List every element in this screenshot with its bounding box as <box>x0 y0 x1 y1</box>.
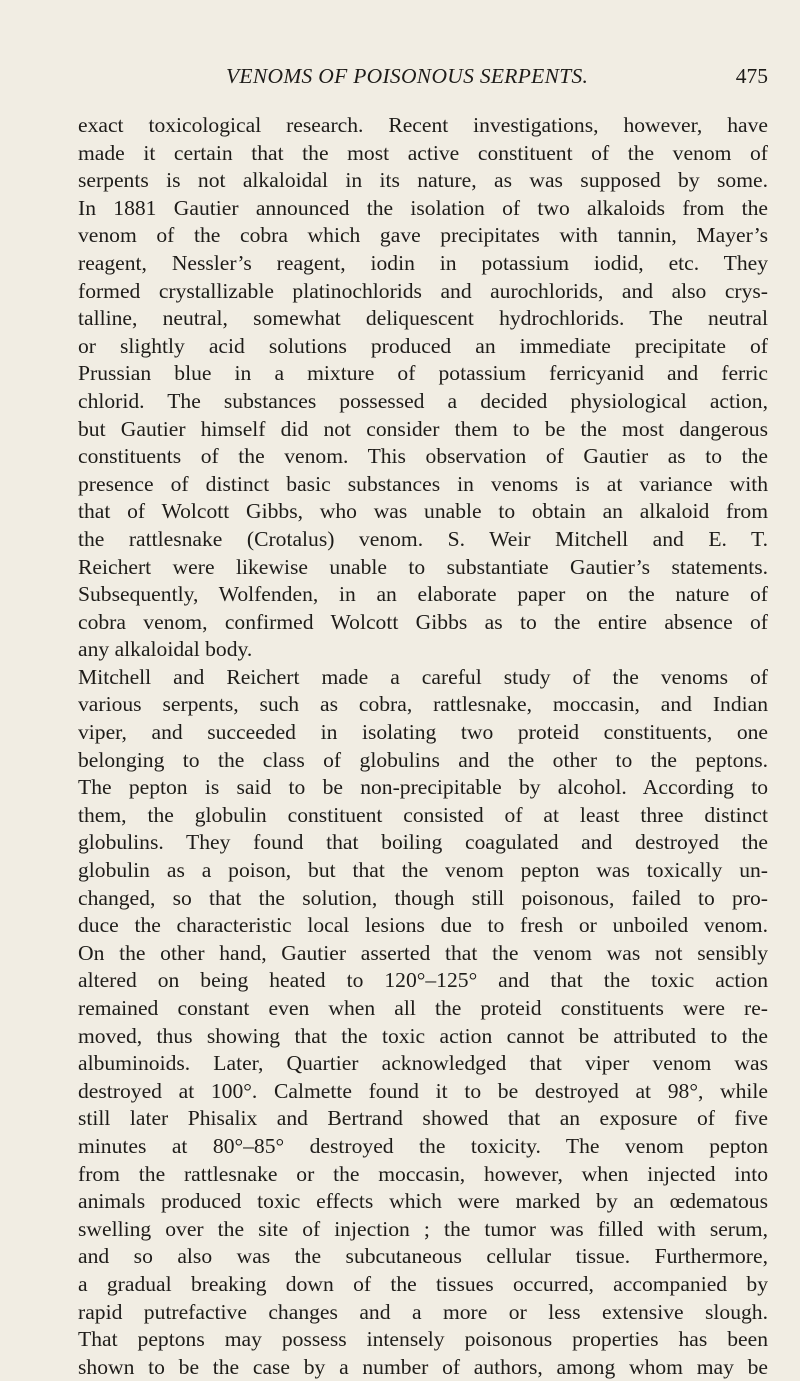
text-line: that of Wolcott Gibbs, who was unable to obtain an alkaloid from <box>78 499 768 524</box>
text-line: talline, neutral, somewhat deliquescent hydrochlorids. The neutral <box>78 306 768 331</box>
text-line: exact toxicological research. Recent investigations, however, have <box>78 113 768 137</box>
text-line: a gradual breaking down of the tissues occurred, accompanied by <box>78 1271 768 1296</box>
text-line: animals produced toxic effects which were marked by an œdematous <box>78 1189 768 1214</box>
text-line: The pepton is said to be non-precipitable by alcohol. According to <box>78 775 768 800</box>
body-text <box>78 112 768 1381</box>
text-line: globulin as a poison, but that the venom pepton was toxically un- <box>78 858 768 883</box>
text-line: or slightly acid solutions produced an immediate precipitate of <box>78 333 768 358</box>
text-line: cobra venom, confirmed Wolcott Gibbs as to the entire absence of <box>78 609 768 634</box>
text-line: changed, so that the solution, though still poisonous, failed to pro- <box>78 885 768 910</box>
text-line: destroyed at 100°. Calmette found it to be destroyed at 98°, while <box>78 1078 768 1103</box>
text-line: remained constant even when all the proteid constituents were re- <box>78 996 768 1020</box>
text-line: albuminoids. Later, Quartier acknowledged that viper venom was <box>78 1051 768 1076</box>
text-line: serpents is not alkaloidal in its nature, as was supposed by some. <box>78 168 768 193</box>
text-line: formed crystallizable platinochlorids and aurochlorids, and also crys- <box>78 278 768 303</box>
text-line: altered on being heated to 120°–125° and that the toxic action <box>78 968 768 993</box>
text-line: In 1881 Gautier announced the isolation of two alkaloids from the <box>78 195 768 220</box>
text-line: them, the globulin constituent consisted of at least three distinct <box>78 802 768 827</box>
text-line: rapid putrefactive changes and a more or less extensive slough. <box>78 1299 768 1324</box>
page-header <box>78 64 768 94</box>
text-line: still later Phisalix and Bertrand showed that an exposure of five <box>78 1106 768 1131</box>
page-number: 475 <box>735 64 768 88</box>
text-line: and so also was the subcutaneous cellular tissue. Furthermore, <box>78 1244 768 1269</box>
text-line: minutes at 80°–85° destroyed the toxicity. The venom pepton <box>78 1133 768 1158</box>
text-line: globulins. They found that boiling coagulated and destroyed the <box>78 830 768 855</box>
text-line: shown to be the case by a number of authors, among whom may be <box>78 1354 768 1379</box>
text-line: That peptons may possess intensely poisonous properties has been <box>78 1327 768 1352</box>
running-head: VENOMS OF POISONOUS SERPENTS. <box>226 64 589 88</box>
text-line: venom of the cobra which gave precipitates with tannin, Mayer’s <box>78 223 768 248</box>
text-line: made it certain that the most active constituent of the venom of <box>78 140 768 165</box>
paragraph-end-line: any alkaloidal body. <box>78 637 253 662</box>
text-line: reagent, Nessler’s reagent, iodin in potassium iodid, etc. They <box>78 250 768 275</box>
book-page <box>78 64 768 1381</box>
text-line: duce the characteristic local lesions due to fresh or unboiled venom. <box>78 913 768 938</box>
text-line: Subsequently, Wolfenden, in an elaborate paper on the nature of <box>78 582 768 607</box>
text-line: Reichert were likewise unable to substantiate Gautier’s statements. <box>78 554 768 579</box>
text-line: from the rattlesnake or the moccasin, however, when injected into <box>78 1161 768 1186</box>
text-line: but Gautier himself did not consider them to be the most dangerous <box>78 416 768 441</box>
text-line: presence of distinct basic substances in venoms is at variance with <box>78 471 768 496</box>
text-line: the rattlesnake (Crotalus) venom. S. Weir Mitchell and E. T. <box>78 526 768 551</box>
text-line: viper, and succeeded in isolating two proteid constituents, one <box>78 720 768 745</box>
text-line: moved, thus showing that the toxic action cannot be attributed to the <box>78 1023 768 1048</box>
text-line: Mitchell and Reichert made a careful study of the venoms of <box>78 664 768 689</box>
text-line: chlorid. The substances possessed a decided physiological action, <box>78 388 768 413</box>
text-line: On the other hand, Gautier asserted that the venom was not sensibly <box>78 940 768 965</box>
text-line: various serpents, such as cobra, rattlesnake, moccasin, and Indian <box>78 692 768 717</box>
text-line: constituents of the venom. This observation of Gautier as to the <box>78 444 768 469</box>
text-line: swelling over the site of injection ; the tumor was filled with serum, <box>78 1216 768 1241</box>
text-line: belonging to the class of globulins and the other to the peptons. <box>78 747 768 772</box>
text-line: Prussian blue in a mixture of potassium ferricyanid and ferric <box>78 361 768 386</box>
